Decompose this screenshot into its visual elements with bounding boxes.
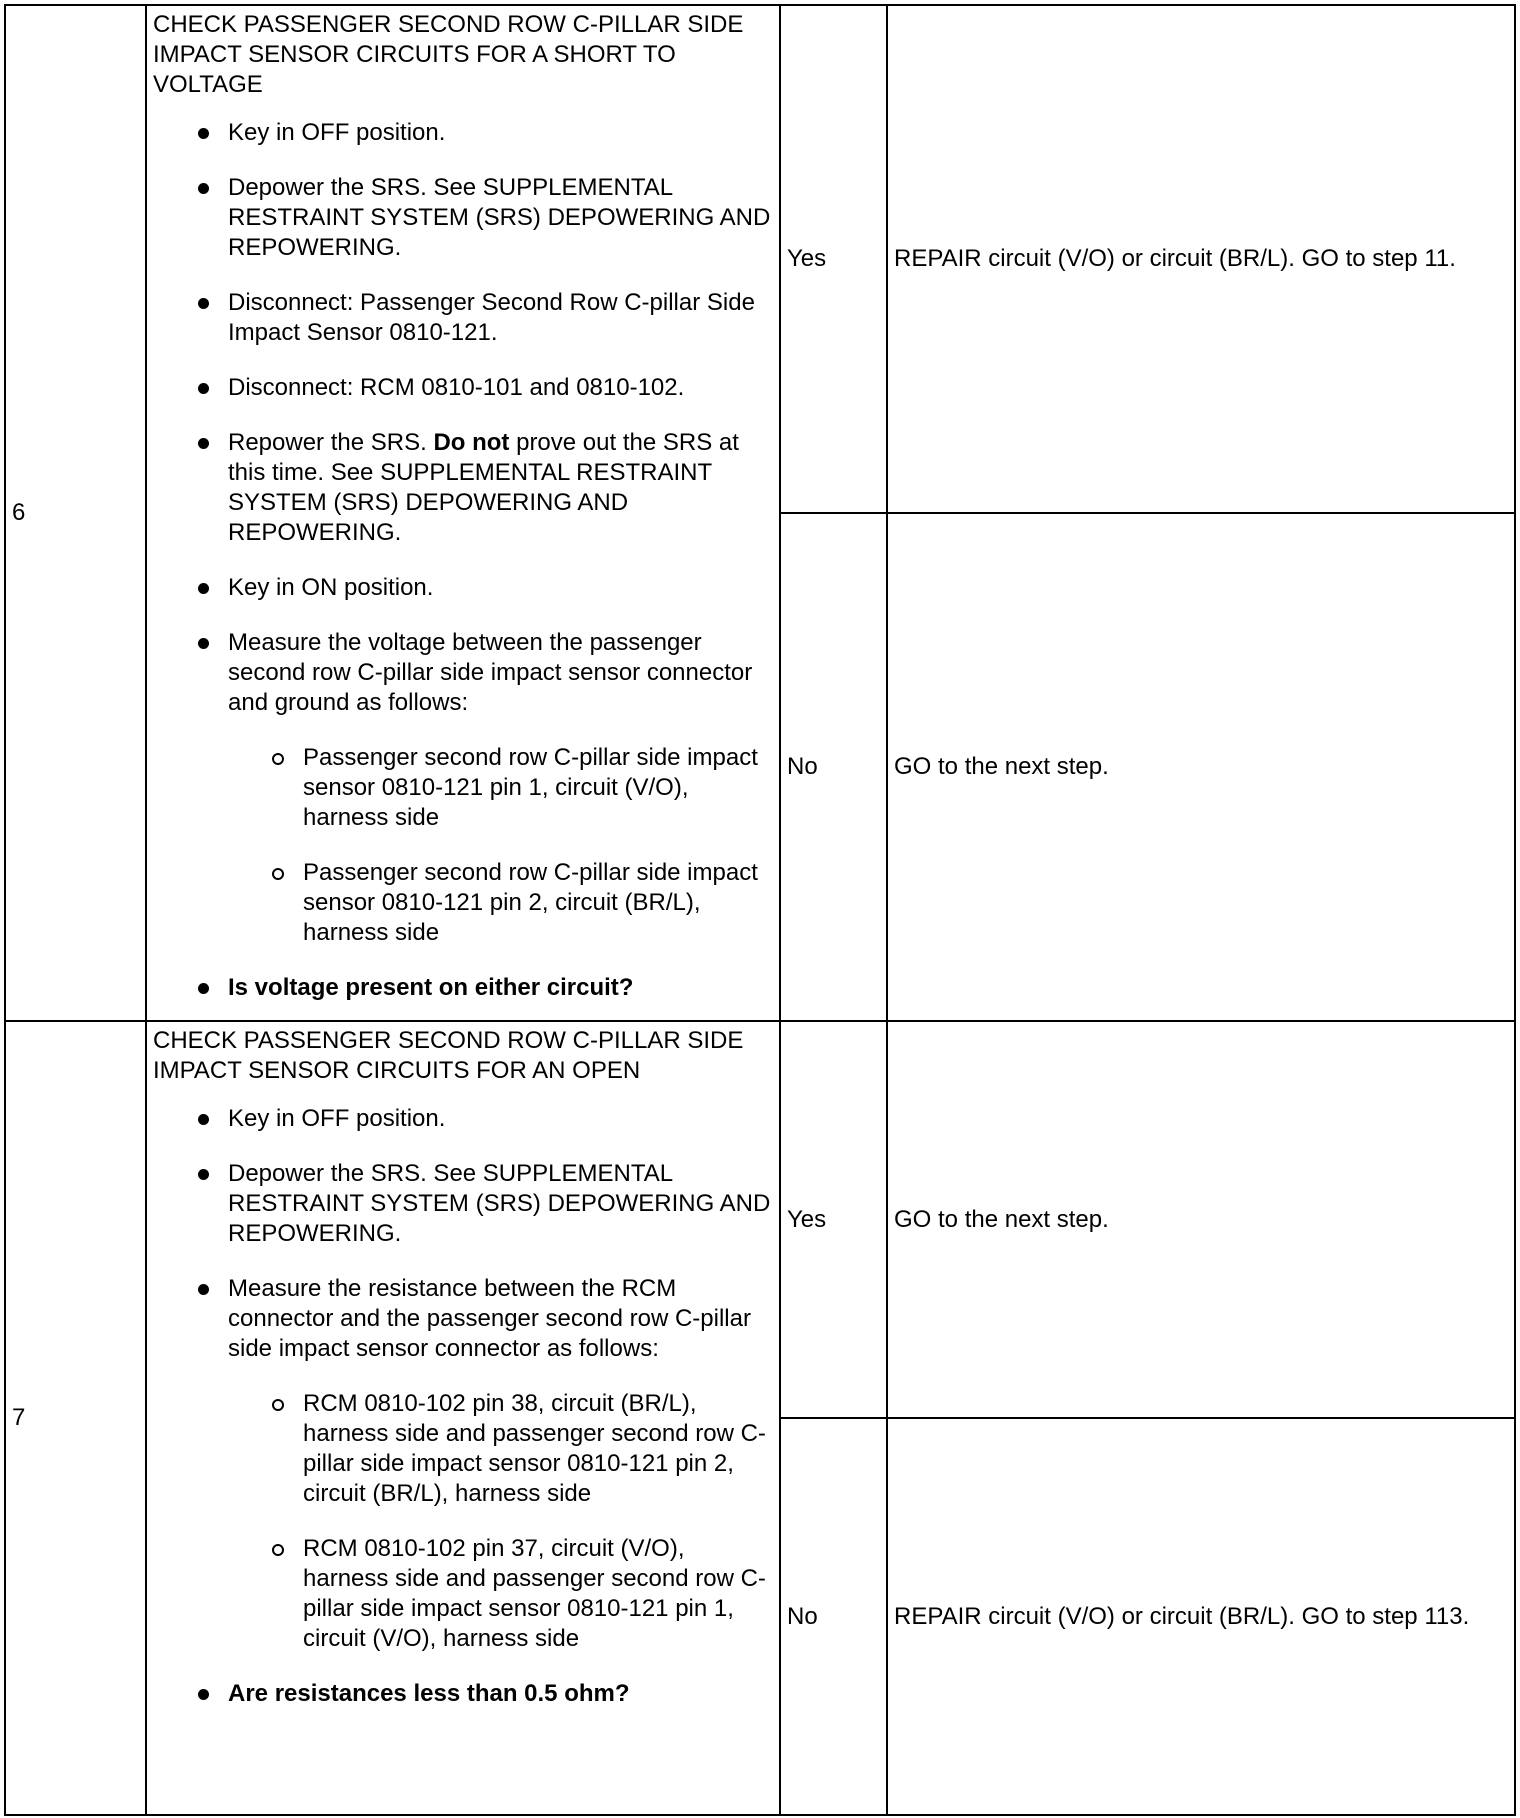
step-title: CHECK PASSENGER SECOND ROW C-PILLAR SIDE IMPACT SENSOR CIRCUITS FOR A SHORT TO VOLTAGE	[153, 11, 744, 98]
step-7-yes-row	[5, 1021, 1515, 1418]
list-item: Key in ON position.	[228, 573, 773, 603]
test-step-content	[146, 1021, 780, 1815]
list-item	[228, 628, 773, 948]
action-no: GO to the next step.	[887, 513, 1515, 1021]
instruction-text: Measure the resistance between the RCM connector and the passenger second row C-pillar side impact sensor connector as follows:	[228, 1275, 751, 1362]
list-item: Depower the SRS. See SUPPLEMENTAL RESTRAINT SYSTEM (SRS) DEPOWERING AND REPOWERING.	[228, 1159, 773, 1249]
action-yes: GO to the next step.	[887, 1021, 1515, 1418]
sub-list	[228, 1389, 773, 1654]
answer-yes: Yes	[780, 5, 887, 513]
list-item: Key in OFF position.	[228, 1104, 773, 1134]
step-number: 6	[5, 5, 146, 1021]
list-item: Depower the SRS. See SUPPLEMENTAL RESTRAINT SYSTEM (SRS) DEPOWERING AND REPOWERING.	[228, 173, 773, 263]
sub-list	[228, 743, 773, 948]
instruction-list	[153, 118, 773, 1003]
instruction-list	[153, 1104, 773, 1709]
list-item: Disconnect: RCM 0810-101 and 0810-102.	[228, 373, 773, 403]
emphasis-text: Do not	[433, 429, 510, 456]
step-6-yes-row	[5, 5, 1515, 513]
diagnostic-steps-table	[4, 4, 1516, 1816]
answer-yes: Yes	[780, 1021, 887, 1418]
list-item	[228, 1274, 773, 1654]
sub-list-item: Passenger second row C-pillar side impact sensor 0810-121 pin 2, circuit (BR/L), harness side	[303, 858, 773, 948]
action-no: REPAIR circuit (V/O) or circuit (BR/L). GO to step 113.	[887, 1418, 1515, 1815]
sub-list-item: Passenger second row C-pillar side impact sensor 0810-121 pin 1, circuit (V/O), harness side	[303, 743, 773, 833]
step-question: Is voltage present on either circuit?	[228, 973, 773, 1003]
test-step-content	[146, 5, 780, 1021]
answer-no: No	[780, 513, 887, 1021]
instruction-text: prove out the SRS at this time. See SUPPLEMENTAL RESTRAINT SYSTEM (SRS) DEPOWERING AND REPOWERING.	[228, 429, 739, 546]
step-number: 7	[5, 1021, 146, 1815]
sub-list-item: RCM 0810-102 pin 37, circuit (V/O), harness side and passenger second row C-pillar side impact sensor 0810-121 pin 1, circuit (V/O), harness side	[303, 1534, 773, 1654]
instruction-text: Measure the voltage between the passenger second row C-pillar side impact sensor connector and ground as follows:	[228, 629, 753, 716]
sub-list-item: RCM 0810-102 pin 38, circuit (BR/L), harness side and passenger second row C-pillar side impact sensor 0810-121 pin 2, circuit (BR/L), harness side	[303, 1389, 773, 1509]
list-item: Disconnect: Passenger Second Row C-pillar Side Impact Sensor 0810-121.	[228, 288, 773, 348]
answer-no: No	[780, 1418, 887, 1815]
list-item: Key in OFF position.	[228, 118, 773, 148]
action-yes: REPAIR circuit (V/O) or circuit (BR/L). GO to step 11.	[887, 5, 1515, 513]
step-question: Are resistances less than 0.5 ohm?	[228, 1679, 773, 1709]
instruction-text: Repower the SRS.	[228, 429, 427, 456]
list-item	[228, 428, 773, 548]
step-title: CHECK PASSENGER SECOND ROW C-PILLAR SIDE IMPACT SENSOR CIRCUITS FOR AN OPEN	[153, 1027, 744, 1084]
